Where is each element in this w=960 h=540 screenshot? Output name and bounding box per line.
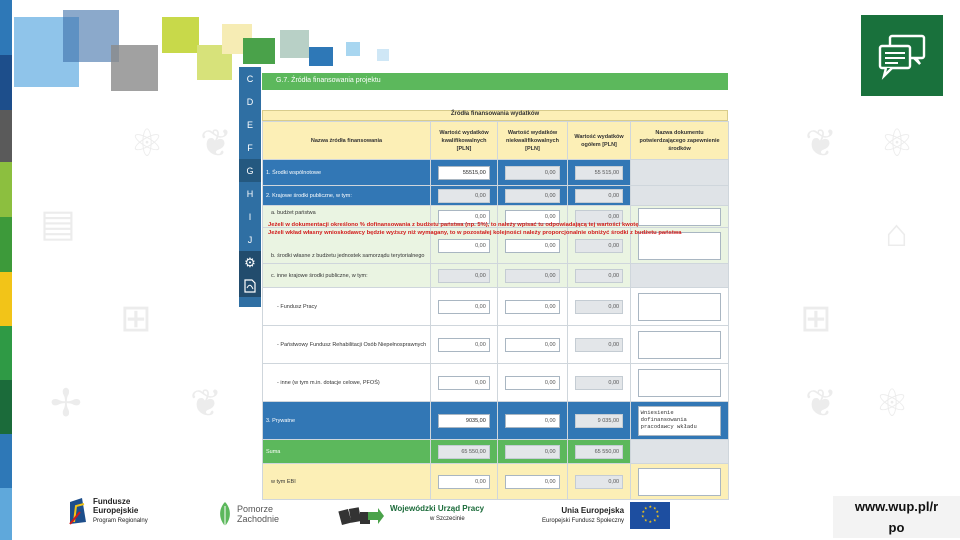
annotation-line-2: Jeżeli wkład własny wnioskodawcy będzie wyższy niż wymagany, to w pozostałej kolejności należy proporcjonalnie obniżyć środki z budżetu państwa — [268, 230, 682, 236]
nav-item-h[interactable]: H — [246, 188, 254, 199]
bg-leaf-doodle: ❦ — [200, 123, 232, 165]
bg-leaf-doodle: ❦ — [805, 123, 837, 165]
logo-pomorze-zachodnie — [216, 500, 279, 528]
table-row — [263, 288, 729, 326]
color-strip-8 — [0, 380, 12, 434]
table-row — [263, 364, 729, 402]
bg-atom-doodle: ⚛ — [130, 123, 165, 165]
logo-wup-szczecin — [338, 500, 484, 528]
deco-square — [111, 45, 158, 91]
document-cell — [631, 440, 729, 464]
table-title: Źródła finansowania wydatków — [262, 110, 728, 121]
logo-fundusze-europejskie — [66, 496, 148, 526]
document-cell — [631, 160, 729, 186]
table-header-row — [263, 122, 729, 160]
logo1-title: Fundusze — [93, 496, 131, 506]
color-strip-10 — [0, 488, 12, 540]
svg-text:★: ★ — [644, 505, 648, 511]
logo3-line1: Wojewódzki Urząd Pracy — [390, 504, 485, 513]
total-value: 0,00 — [575, 300, 623, 314]
document-cell — [631, 186, 729, 206]
ineligible-input[interactable]: 0,00 — [505, 239, 559, 253]
ineligible-input[interactable]: 0,00 — [505, 414, 559, 428]
bg-fence-doodle: ⊞ — [800, 298, 832, 340]
document-textarea[interactable]: Wniesienie dofinansowania pracodawcy wkładu — [638, 406, 722, 436]
svg-text:★: ★ — [648, 519, 653, 524]
eligible-value: 65 550,00 — [438, 445, 490, 459]
nav-item-j[interactable]: J — [247, 234, 253, 245]
svg-text:★: ★ — [653, 505, 657, 511]
eligible-input[interactable]: 0,00 — [438, 210, 490, 224]
document-textarea[interactable] — [638, 293, 722, 321]
color-strip-9 — [0, 434, 12, 488]
row-name: b. środki własne z budżetu jednostek samorządu terytorialnego — [263, 228, 431, 264]
nav-item-i[interactable]: I — [248, 211, 252, 222]
deco-square — [162, 17, 199, 53]
financing-table — [262, 121, 729, 500]
col-header-source: Nazwa źródła finansowania — [263, 122, 431, 160]
logo2-line1: Pomorze — [237, 504, 274, 514]
col-header-total: Wartość wydatków ogółem [PLN] — [568, 122, 631, 160]
row-name: 3. Prywatne — [263, 402, 431, 440]
svg-text:★: ★ — [656, 513, 660, 519]
table-row — [263, 160, 729, 186]
table-row — [263, 464, 729, 500]
logo1-title2: Europejskie — [93, 505, 139, 515]
logo4-line2: Europejski Fundusz Społeczny — [542, 517, 625, 524]
col-header-document: Nazwa dokumentu potwierdzającego zapewnienie środków — [631, 122, 729, 160]
logo1-sub: Program Regionalny — [93, 517, 148, 524]
svg-text:★: ★ — [655, 509, 660, 514]
svg-text:★: ★ — [644, 517, 648, 523]
logo2-line2: Zachodnie — [237, 514, 280, 524]
ineligible-value: 0,00 — [505, 445, 559, 459]
total-value: 0,00 — [575, 475, 623, 489]
table-row — [263, 402, 729, 440]
document-textarea[interactable] — [638, 468, 722, 496]
total-value: 9 035,00 — [575, 414, 623, 428]
annotation-line-1: Jeżeli w dokumentacji określono % dofinansowania z budżetu państwa (np. 5%), to należy wpisać tu odpowiadającą tej wartości kwotę — [268, 222, 639, 228]
nav-item-d[interactable]: D — [246, 96, 254, 107]
nav-item-f[interactable]: F — [247, 142, 253, 153]
eligible-input[interactable]: 55515,00 — [438, 166, 490, 180]
color-strip-4 — [0, 162, 12, 217]
total-value: 0,00 — [575, 376, 623, 390]
row-name: 2. Krajowe środki publiczne, w tym: — [263, 186, 431, 206]
eligible-input[interactable]: 0,00 — [438, 338, 490, 352]
ineligible-input[interactable]: 0,00 — [505, 300, 559, 314]
ineligible-input[interactable]: 0,00 — [505, 376, 559, 390]
svg-text:★: ★ — [641, 513, 645, 519]
bg-turbine-doodle: ✢ — [50, 383, 82, 425]
ineligible-input[interactable]: 0,00 — [505, 475, 559, 489]
row-name: w tym EBI — [263, 464, 431, 500]
bg-book-doodle: ▤ — [40, 203, 76, 245]
eu-flag-icon — [630, 502, 670, 529]
ineligible-value: 0,00 — [505, 166, 559, 180]
eligible-value: 0,00 — [438, 189, 490, 203]
total-value: 0,00 — [575, 338, 623, 352]
financing-form — [262, 73, 728, 497]
color-strip-1 — [0, 0, 12, 55]
deco-square — [309, 47, 333, 66]
document-textarea[interactable] — [638, 331, 722, 359]
row-name: - Fundusz Pracy — [263, 288, 431, 326]
nav-item-e[interactable]: E — [246, 119, 253, 130]
bg-house-doodle: ⌂ — [885, 213, 908, 255]
eligible-input[interactable]: 9035,00 — [438, 414, 490, 428]
svg-text:★: ★ — [648, 504, 653, 509]
deco-square — [243, 38, 275, 64]
gear-icon: ⚙ — [244, 254, 256, 270]
table-row — [263, 440, 729, 464]
total-value: 0,00 — [575, 210, 623, 224]
table-row — [263, 326, 729, 364]
ineligible-input[interactable]: 0,00 — [505, 210, 559, 224]
row-name: - Państwowy Fundusz Rehabilitacji Osób Niepełnosprawnych — [263, 326, 431, 364]
logo-unia-europejska — [542, 502, 670, 529]
deco-square — [377, 49, 389, 61]
table-row — [263, 264, 729, 288]
nav-item-c[interactable]: C — [246, 73, 254, 84]
row-name: Suma — [263, 440, 431, 464]
color-strip-2 — [0, 55, 12, 110]
export-pdf-button[interactable] — [239, 274, 261, 297]
color-strip-5 — [0, 217, 12, 272]
color-strip-3 — [0, 110, 12, 162]
pomorze-leaf-icon — [216, 500, 234, 528]
logo4-line1: Unia Europejska — [561, 505, 625, 515]
nav-item-g[interactable]: G — [239, 159, 261, 182]
deco-square — [280, 30, 309, 58]
row-name: c. inne krajowe środki publiczne, w tym: — [263, 264, 431, 288]
row-name: a. budżet państwa — [263, 206, 431, 228]
section-nav — [239, 67, 261, 307]
website-url[interactable]: www.wup.pl/r po — [833, 496, 960, 538]
bg-atom-doodle: ⚛ — [875, 383, 910, 425]
total-value: 55 515,00 — [575, 166, 623, 180]
bg-leaf-doodle: ❦ — [190, 383, 222, 425]
color-strip-7 — [0, 326, 12, 380]
deco-square — [346, 42, 360, 56]
section-header: G.7. Źródła finansowania projektu — [262, 73, 728, 90]
bg-fence-doodle: ⊞ — [120, 298, 152, 340]
total-value: 65 550,00 — [575, 445, 623, 459]
color-strip-6 — [0, 272, 12, 326]
chat-bubbles-icon — [876, 32, 928, 80]
ineligible-input[interactable]: 0,00 — [505, 338, 559, 352]
row-name: 1. Środki wspólnotowe — [263, 160, 431, 186]
eligible-value: 0,00 — [438, 269, 490, 283]
chat-icon-box[interactable] — [861, 15, 943, 96]
eligible-input[interactable]: 0,00 — [438, 475, 490, 489]
bg-atom-doodle: ⚛ — [880, 123, 915, 165]
svg-text:★: ★ — [653, 517, 657, 523]
row-name: - inne (w tym m.in. dotacje celowe, PFOŚ) — [263, 364, 431, 402]
fe-logo-icon — [66, 496, 90, 526]
footer-logos — [60, 496, 840, 536]
eligible-input[interactable]: 0,00 — [438, 300, 490, 314]
bg-leaf-doodle: ❦ — [805, 383, 837, 425]
svg-text:★: ★ — [641, 509, 646, 514]
col-header-ineligible: Wartość wydatków niekwalifikowalnych [PLN] — [498, 122, 568, 160]
total-value: 0,00 — [575, 269, 623, 283]
table-row — [263, 186, 729, 206]
ineligible-value: 0,00 — [505, 189, 559, 203]
ineligible-value: 0,00 — [505, 269, 559, 283]
eligible-input[interactable]: 0,00 — [438, 376, 490, 390]
document-cell — [631, 264, 729, 288]
eligible-input[interactable]: 0,00 — [438, 239, 490, 253]
pdf-document-icon — [244, 279, 256, 293]
total-value: 0,00 — [575, 239, 623, 253]
red-annotation — [268, 221, 743, 237]
logo3-line2: w Szczecinie — [430, 516, 465, 522]
col-header-eligible: Wartość wydatków kwalifikowalnych [PLN] — [431, 122, 498, 160]
total-value: 0,00 — [575, 189, 623, 203]
document-textarea[interactable] — [638, 369, 722, 397]
settings-button[interactable] — [239, 251, 261, 274]
wup-logo-icon — [338, 500, 384, 528]
